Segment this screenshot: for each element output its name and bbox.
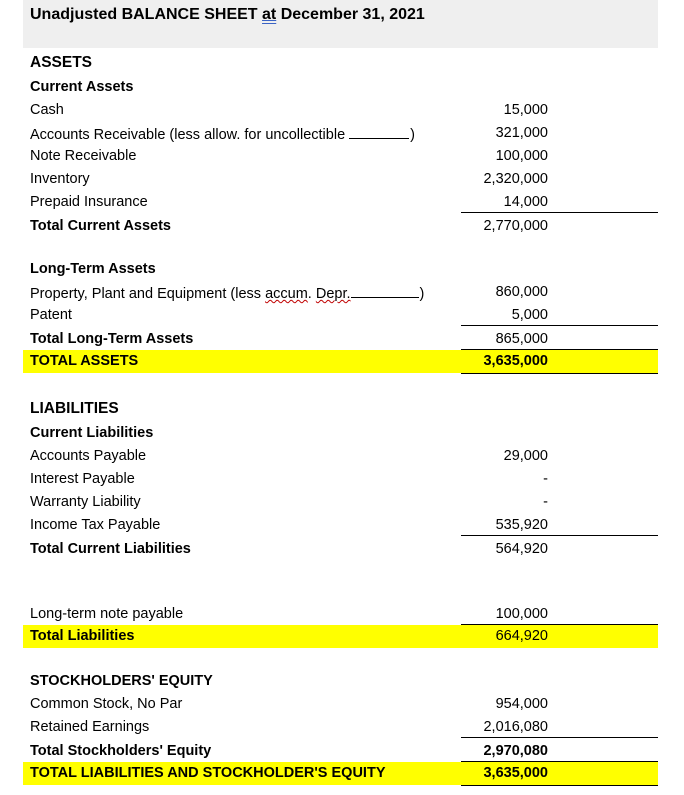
longterm-assets-rule [461, 325, 658, 326]
longterm-note-label: Long-term note payable [30, 606, 184, 622]
total-liab-equity-value: 3,635,000 [483, 765, 548, 781]
longterm-note-value: 100,000 [495, 606, 548, 622]
retained-earnings-value: 2,016,080 [483, 719, 548, 735]
equity-heading: STOCKHOLDERS' EQUITY [30, 673, 213, 689]
total-longterm-assets-row [23, 328, 658, 351]
total-liab-equity-label: TOTAL LIABILITIES AND STOCKHOLDER'S EQUITY [30, 765, 386, 781]
prepaid-insurance-row [23, 191, 658, 214]
inventory-value: 2,320,000 [483, 171, 548, 187]
patent-value: 5,000 [511, 307, 548, 323]
accounts-receivable-value: 321,000 [495, 125, 548, 141]
assets-heading-row [23, 52, 658, 75]
ar-allowance-blank[interactable] [349, 125, 409, 139]
prepaid-insurance-label: Prepaid Insurance [30, 194, 148, 210]
patent-row [23, 304, 658, 327]
liabilities-heading: LIABILITIES [30, 400, 119, 417]
longterm-assets-heading-row [23, 258, 658, 281]
cash-value: 15,000 [503, 102, 548, 118]
page-title [30, 6, 425, 24]
total-liabilities-row [23, 625, 658, 648]
total-equity-row [23, 740, 658, 763]
ppe-row [23, 281, 658, 304]
inventory-label: Inventory [30, 171, 90, 187]
total-assets-bottom-rule [461, 373, 658, 374]
accounts-payable-row [23, 445, 658, 468]
ppe-depr-blank[interactable] [351, 284, 419, 298]
ppe-accum-text: accum [265, 286, 308, 302]
title-suffix: December 31, 2021 [276, 6, 425, 23]
current-liabilities-heading: Current Liabilities [30, 425, 154, 441]
total-equity-value: 2,970,080 [483, 743, 548, 759]
retained-earnings-label: Retained Earnings [30, 719, 150, 735]
current-assets-heading-row [23, 76, 658, 99]
current-assets-rule [461, 212, 658, 213]
equity-rule [461, 737, 658, 738]
interest-payable-value: - [543, 471, 548, 487]
total-current-liabilities-label: Total Current Liabilities [30, 541, 191, 557]
interest-payable-row [23, 468, 658, 491]
common-stock-label: Common Stock, No Par [30, 696, 183, 712]
ppe-close-paren: ) [419, 286, 425, 302]
accounts-receivable-label [30, 125, 415, 143]
retained-earnings-row [23, 716, 658, 739]
income-tax-payable-label: Income Tax Payable [30, 517, 161, 533]
cash-label: Cash [30, 102, 64, 118]
warranty-liability-value: - [543, 494, 548, 510]
liabilities-heading-row [23, 398, 658, 421]
ppe-value: 860,000 [495, 284, 548, 300]
cash-row [23, 99, 658, 122]
total-current-assets-row [23, 215, 658, 238]
total-current-assets-label: Total Current Assets [30, 218, 171, 234]
total-longterm-assets-label: Total Long-Term Assets [30, 331, 194, 347]
warranty-liability-label: Warranty Liability [30, 494, 141, 510]
inventory-row [23, 168, 658, 191]
income-tax-payable-value: 535,920 [495, 517, 548, 533]
current-liabilities-heading-row [23, 422, 658, 445]
accounts-receivable-row [23, 122, 658, 145]
title-at: at [262, 6, 277, 23]
total-longterm-assets-value: 865,000 [495, 331, 548, 347]
total-equity-label: Total Stockholders' Equity [30, 743, 212, 759]
ppe-label-text: Property, Plant and Equipment (less [30, 286, 266, 302]
current-liabilities-rule [461, 535, 658, 536]
interest-payable-label: Interest Payable [30, 471, 135, 487]
common-stock-value: 954,000 [495, 696, 548, 712]
total-current-liabilities-row [23, 538, 658, 561]
title-prefix: Unadjusted BALANCE SHEET [30, 6, 263, 23]
common-stock-row [23, 693, 658, 716]
total-liab-equity-bottom-rule [461, 785, 658, 786]
accounts-payable-value: 29,000 [503, 448, 548, 464]
prepaid-insurance-value: 14,000 [503, 194, 548, 210]
total-current-assets-value: 2,770,000 [483, 218, 548, 234]
ar-close-paren: ) [410, 127, 415, 143]
assets-heading: ASSETS [30, 54, 93, 71]
total-current-liabilities-value: 564,920 [495, 541, 548, 557]
total-liabilities-value: 664,920 [495, 628, 548, 644]
current-assets-heading: Current Assets [30, 79, 134, 95]
ppe-label [30, 284, 424, 302]
ppe-depr-text: Depr. [315, 286, 351, 302]
total-assets-row [23, 350, 658, 373]
total-liab-equity-row [23, 762, 658, 785]
patent-label: Patent [30, 307, 72, 323]
ppe-dot-text: . [307, 286, 316, 302]
total-assets-value: 3,635,000 [483, 353, 548, 369]
ar-label-text: Accounts Receivable (less allow. for uncollectible [30, 127, 350, 143]
total-assets-label: TOTAL ASSETS [30, 353, 139, 369]
longterm-note-row [23, 603, 658, 626]
note-receivable-label: Note Receivable [30, 148, 137, 164]
note-receivable-value: 100,000 [495, 148, 548, 164]
equity-heading-row [23, 670, 658, 693]
accounts-payable-label: Accounts Payable [30, 448, 147, 464]
warranty-liability-row [23, 491, 658, 514]
note-receivable-row [23, 145, 658, 168]
total-liabilities-label: Total Liabilities [30, 628, 135, 644]
income-tax-payable-row [23, 514, 658, 537]
longterm-assets-heading: Long-Term Assets [30, 261, 156, 277]
